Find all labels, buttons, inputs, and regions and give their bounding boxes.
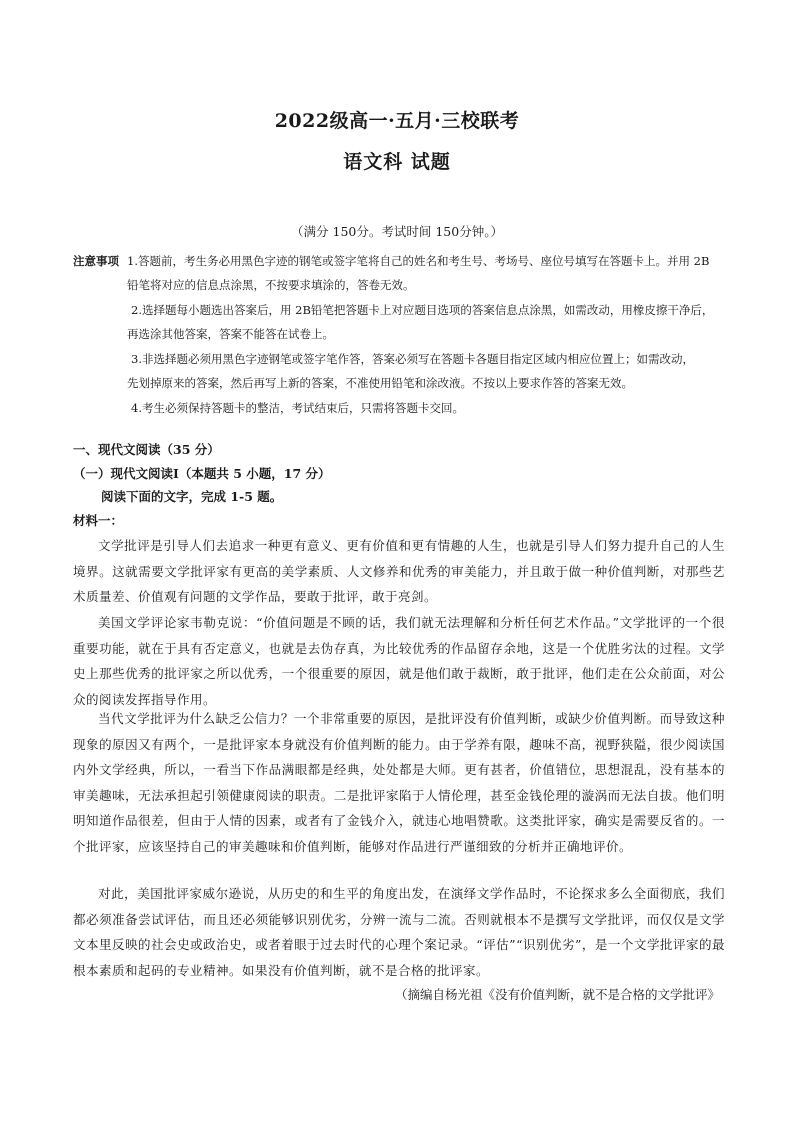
notice-label: 注意事项: [73, 254, 119, 268]
paragraph: 当代文学批评为什么缺乏公信力？一个非常重要的原因，是批评没有价值判断，或缺少价值判断。而导致这种现象的原因又有两个，一是批评家本身就没有价值判断的能力。由于学养有限，趣味不高，视野狭隘，很少阅读国内外文学经典，所以，一看当下作品满眼都是经典，处处都是大师。更有甚者，价值错位，思想混乱，没有基本的审美趣味，无法承担起引领健康阅读的职责。二是批评家陷于人情伦理，甚至金钱伦理的漩涡而无法自拔。他们明明知道作品很差，但由于人情的因素，或者有了金钱介入，就违心地唱赞歌。这类批评家，确实是需要反省的。一个批评家，应该坚持自己的审美趣味和价值判断，能够对作品进行严谨细致的分析并正确地评价。: [73, 711, 725, 854]
reading-instruction: 阅读下面的文字，完成 1-5 题。: [101, 489, 283, 504]
source-citation: （摘编自杨光祖《没有价值判断，就不是合格的文学批评》: [394, 987, 720, 1002]
paragraph: 美国文学评论家韦勒克说：“价值问题是不顾的话，我们就无法理解和分析任何艺术作品。”文学批评的一个很重要功能，就在于具有否定意义，也就是去伪存真，为比较优秀的作品留存余地，这是一个优胜劣汰的过程。文学史上那些优秀的批评家之所以优秀，一个很重要的原因，就是他们敢于裁断，敢于批评，他们走在公众前面，对公众的阅读发挥指导作用。: [73, 615, 725, 707]
notice-line: 先划掉原来的答案，然后再写上新的答案，不准使用铅笔和涂改液。不按以上要求作答的答案无效。: [127, 376, 633, 390]
section-heading: 一、现代文阅读（35 分）: [73, 442, 220, 457]
subsection-heading: （一）现代文阅读Ⅰ（本题共 5 小题，17 分）: [73, 466, 331, 481]
notice-line: 铅笔将对应的信息点涂黑，不按要求填涂的，答卷无效。: [127, 278, 415, 292]
exam-title: 2022级高一·五月·三校联考: [274, 110, 520, 132]
paragraph: 对此，美国批评家威尔逊说，从历史的和生平的角度出发，在演绎文学作品时，不论探求多么全面彻底，我们都必须准备尝试评估，而且还必须能够识别优劣，分辨一流与二流。否则就根本不是撰写文学批评，而仅仅是文学文本里反映的社会史或政治史，或者着眼于过去时代的心理个案记录。“评估”“识别优劣”，是一个文学批评家的最根本素质和起码的专业精神。如果没有价值判断，就不是合格的批评家。: [73, 886, 725, 978]
notice-line: 再选涂其他答案，答案不能答在试卷上。: [127, 327, 334, 341]
exam-subtitle: 语文科 试题: [343, 151, 451, 173]
notice-line: 2.选择题每小题选出答案后，用 2B铅笔把答题卡上对应题目选项的答案信息点涂黑，如需改动，用橡皮擦干净后，: [131, 303, 714, 317]
notice-line: 3.非选择题必须用黑色字迹钢笔或签字笔作答，答案必须写在答题卡各题目指定区域内相应位置上；如需改动，: [131, 352, 694, 366]
notice-line: 1.答题前，考生务必用黑色字迹的钢笔或签字笔将自己的姓名和考生号、考场号、座位号填写在答题卡上。并用 2B: [127, 254, 710, 268]
notice-line: 4.考生必须保持答题卡的整洁，考试结束后，只需将答题卡交回。: [131, 401, 464, 415]
paragraph: 文学批评是引导人们去追求一种更有意义、更有价值和更有情趣的人生，也就是引导人们努力提升自己的人生境界。这就需要文学批评家有更高的美学素质、人文修养和优秀的审美能力，并且敢于做一种价值判断，对那些艺术质量差、价值观有问题的文学作品，要敢于批评，敢于亮剑。: [73, 538, 725, 605]
score-info: （满分 150分。考试时间 150分钟。）: [291, 224, 503, 239]
material-label: 材料一：: [73, 513, 124, 528]
